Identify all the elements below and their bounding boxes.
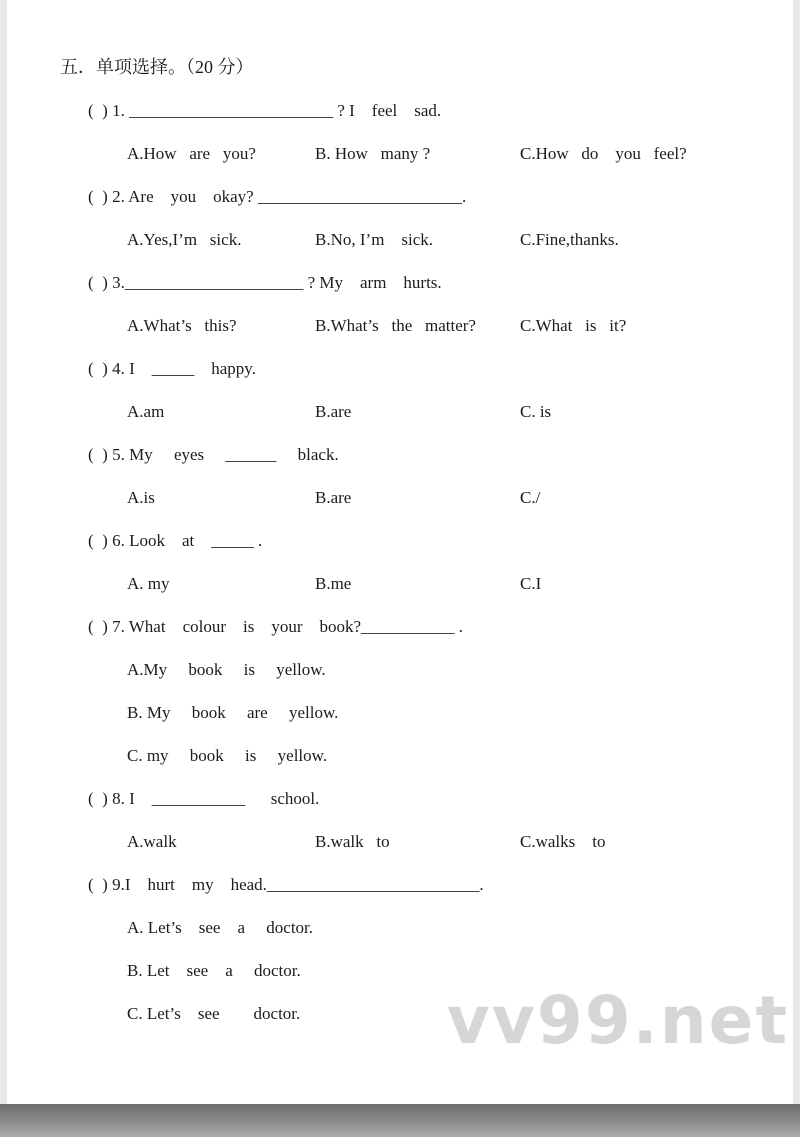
option-a: A.Yes,I’m sick. (127, 230, 242, 249)
option-b: B.are (315, 402, 352, 421)
option-c: C.I (520, 574, 542, 593)
watermark: vv99.net (446, 982, 789, 1059)
exam-content (7, 0, 793, 1035)
option-b: B.walk to (315, 832, 390, 851)
question-4-options (127, 390, 793, 433)
question-9-option-b: B. Let see a doctor. (127, 961, 301, 980)
option-c: C.What is it? (520, 316, 627, 335)
option-a: A.How are you? (127, 144, 256, 163)
option-b: B. How many ? (315, 144, 431, 163)
question-2-stem: ( ) 2. Are you okay? ________________________. (88, 187, 467, 206)
question-7-option-b: B. My book are yellow. (127, 703, 339, 722)
question-7-stem: ( ) 7. What colour is your book?___________ . (88, 617, 464, 636)
option-c: C.How do you feel? (520, 144, 687, 163)
question-7-option-a: A.My book is yellow. (127, 660, 326, 679)
question-6-stem: ( ) 6. Look at _____ . (88, 531, 263, 550)
question-1-options (127, 132, 793, 175)
option-c: C.Fine,thanks. (520, 230, 619, 249)
option-b: B.are (315, 488, 352, 507)
option-a: A. my (127, 574, 170, 593)
option-a: A.walk (127, 832, 177, 851)
option-c: C./ (520, 488, 541, 507)
page-break-divider (0, 1104, 800, 1137)
question-3-stem: ( ) 3._____________________ ? My arm hurts. (88, 273, 442, 292)
question-9-stem: ( ) 9.I hurt my head._________________________. (88, 875, 484, 894)
question-4-stem: ( ) 4. I _____ happy. (88, 359, 256, 378)
question-1-stem: ( ) 1. ________________________ ? I feel sad. (88, 101, 442, 120)
option-a: A.What’s this? (127, 316, 237, 335)
question-2-options (127, 218, 793, 261)
question-8-stem: ( ) 8. I ___________ school. (88, 789, 320, 808)
question-9-option-a: A. Let’s see a doctor. (127, 918, 314, 937)
question-9-option-c: C. Let’s see doctor. (127, 1004, 301, 1023)
option-a: A.am (127, 402, 165, 421)
paper-sheet (7, 0, 793, 1104)
question-3-options (127, 304, 793, 347)
option-b: B.No, I’m sick. (315, 230, 434, 249)
option-c: C.walks to (520, 832, 606, 851)
option-b: B.me (315, 574, 352, 593)
option-c: C. is (520, 402, 552, 421)
question-6-options (127, 562, 793, 605)
question-5-stem: ( ) 5. My eyes ______ black. (88, 445, 339, 464)
option-b: B.What’s the matter? (315, 316, 476, 335)
question-7-option-c: C. my book is yellow. (127, 746, 328, 765)
question-5-options (127, 476, 793, 519)
question-8-options (127, 820, 793, 863)
section-title: 五．单项选择。（20 分） (60, 57, 254, 77)
option-a: A.is (127, 488, 155, 507)
